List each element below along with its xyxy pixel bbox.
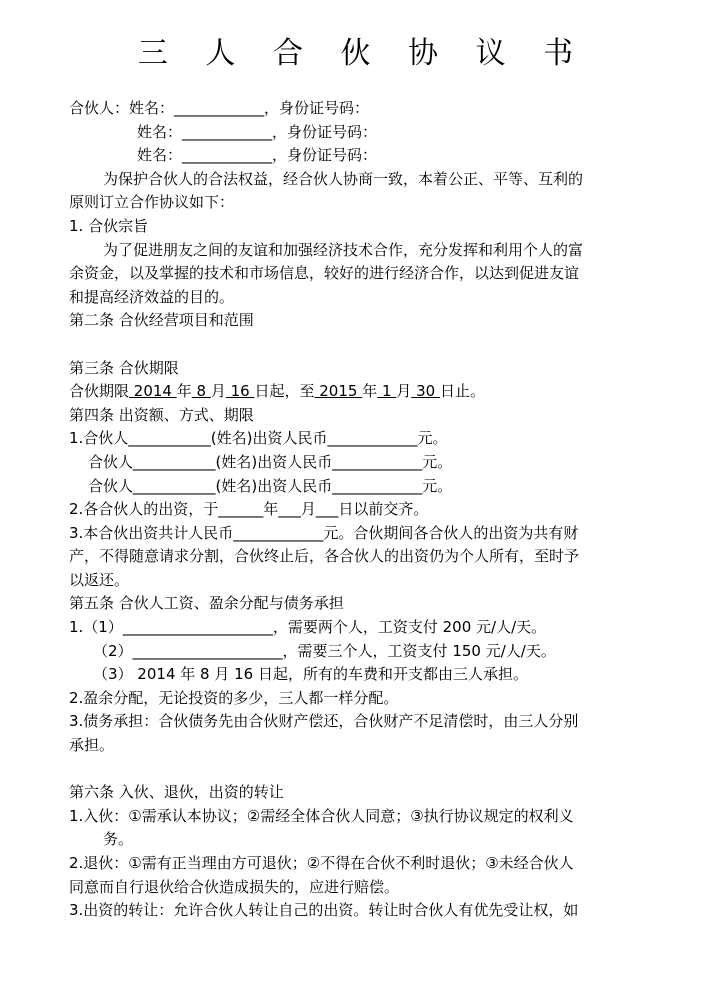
- section-1-heading: 1. 合伙宗旨: [69, 216, 149, 235]
- debt-line-2: 承担。: [69, 736, 115, 755]
- capital-line-1: 1.合伙人___________(姓名)出资人民币____________元。: [69, 429, 448, 448]
- section-6-heading: 第六条 入伙、退伙，出资的转让: [69, 783, 284, 802]
- section-4-heading: 第四条 出资额、方式、期限: [69, 405, 254, 424]
- term-line: [69, 380, 655, 404]
- term-end-day: 30: [411, 382, 440, 401]
- blank-line: [69, 333, 655, 357]
- transfer-line-1: 3.出资的转让：允许合伙人转让自己的出资。转让时合伙人有优先受让权，如: [69, 901, 579, 920]
- wage-line-1: 1.（1）____________________，需要两个人，工资支付 200 元/人/天。: [69, 618, 547, 637]
- debt-line-1: 3.债务承担：合伙债务先由合伙财产偿还，合伙财产不足清偿时，由三人分别: [69, 712, 579, 731]
- capital-total-3: 以返还。: [69, 570, 130, 589]
- withdraw-line-2: 同意而自行退伙给合伙造成损失的，应进行赔偿。: [69, 877, 400, 896]
- term-month-char-2: 月: [396, 382, 412, 401]
- section-1-text-2: 余资金，以及掌握的技术和市场信息，较好的进行经济合作，以达到促进友谊: [69, 264, 580, 283]
- term-suffix: 日止。: [439, 382, 485, 401]
- term-month-char: 月: [210, 382, 226, 401]
- term-end-year: 2015: [314, 382, 363, 401]
- capital-total-1: 3.本合伙出资共计人民币____________元。合伙期间各合伙人的出资为共有财: [69, 523, 579, 542]
- document-title: 三 人 合 伙 协 议 书: [137, 36, 588, 71]
- term-year-char: 年: [176, 382, 192, 401]
- wage-line-2: （2）____________________，需要三个人，工资支付 150 元/人/天。: [93, 641, 556, 660]
- section-5-heading: 第五条 合伙人工资、盈余分配与债务承担: [69, 594, 344, 613]
- capital-deadline: 2.各合伙人的出资，于______年___月___日以前交齐。: [69, 500, 429, 519]
- term-start-year: 2014: [129, 382, 177, 401]
- capital-line-3: 合伙人___________(姓名)出资人民币____________元。: [88, 476, 453, 495]
- section-3-heading: 第三条 合伙期限: [69, 358, 179, 377]
- section-1-text-1: 为了促进朋友之间的友谊和加强经济技术合作，充分发挥和利用个人的富: [103, 240, 584, 259]
- section-1-text-3: 和提高经济效益的目的。: [69, 287, 235, 306]
- wage-line-3: （3） 2014 年 8 月 16 日起，所有的车费和开支都由三人承担。: [93, 665, 528, 684]
- document-body: [69, 97, 655, 923]
- term-start-day: 16: [225, 382, 255, 401]
- section-2-heading: 第二条 合伙经营项目和范围: [69, 311, 254, 330]
- withdraw-line-1: 2.退伙：①需有正当理由方可退伙；②不得在合伙不利时退伙；③未经合伙人: [69, 854, 574, 872]
- join-line-1: 1.入伙：①需承认本协议；②需经全体合伙人同意；③执行协议规定的权利义: [69, 806, 574, 825]
- term-from-text: 日起，至: [254, 382, 315, 401]
- capital-line-2: 合伙人___________(姓名)出资人民币____________元。: [88, 452, 453, 471]
- partner-line-3: 姓名：____________，身份证号码：: [137, 146, 378, 165]
- term-start-month: 8: [191, 382, 211, 401]
- partner-line-1: 合伙人：姓名：____________，身份证号码：: [69, 99, 370, 117]
- capital-total-2: 产，不得随意请求分割，合伙终止后，各合伙人的出资仍为个人所有，至时予: [69, 547, 580, 566]
- join-line-2: 务。: [103, 830, 134, 849]
- blank-line-2: [69, 758, 655, 782]
- profit-line: 2.盈余分配，无论投资的多少，三人都一样分配。: [69, 688, 399, 707]
- term-year-char-2: 年: [362, 382, 378, 401]
- partner-line-2: 姓名：____________，身份证号码：: [137, 122, 378, 141]
- preamble-line-2: 原则订立合作协议如下：: [69, 193, 235, 212]
- preamble-line-1: 为保护合伙人的合法权益，经合伙人协商一致，本着公正、平等、互利的: [103, 169, 584, 188]
- term-prefix: 合伙期限: [69, 382, 130, 401]
- term-end-month: 1: [377, 382, 397, 401]
